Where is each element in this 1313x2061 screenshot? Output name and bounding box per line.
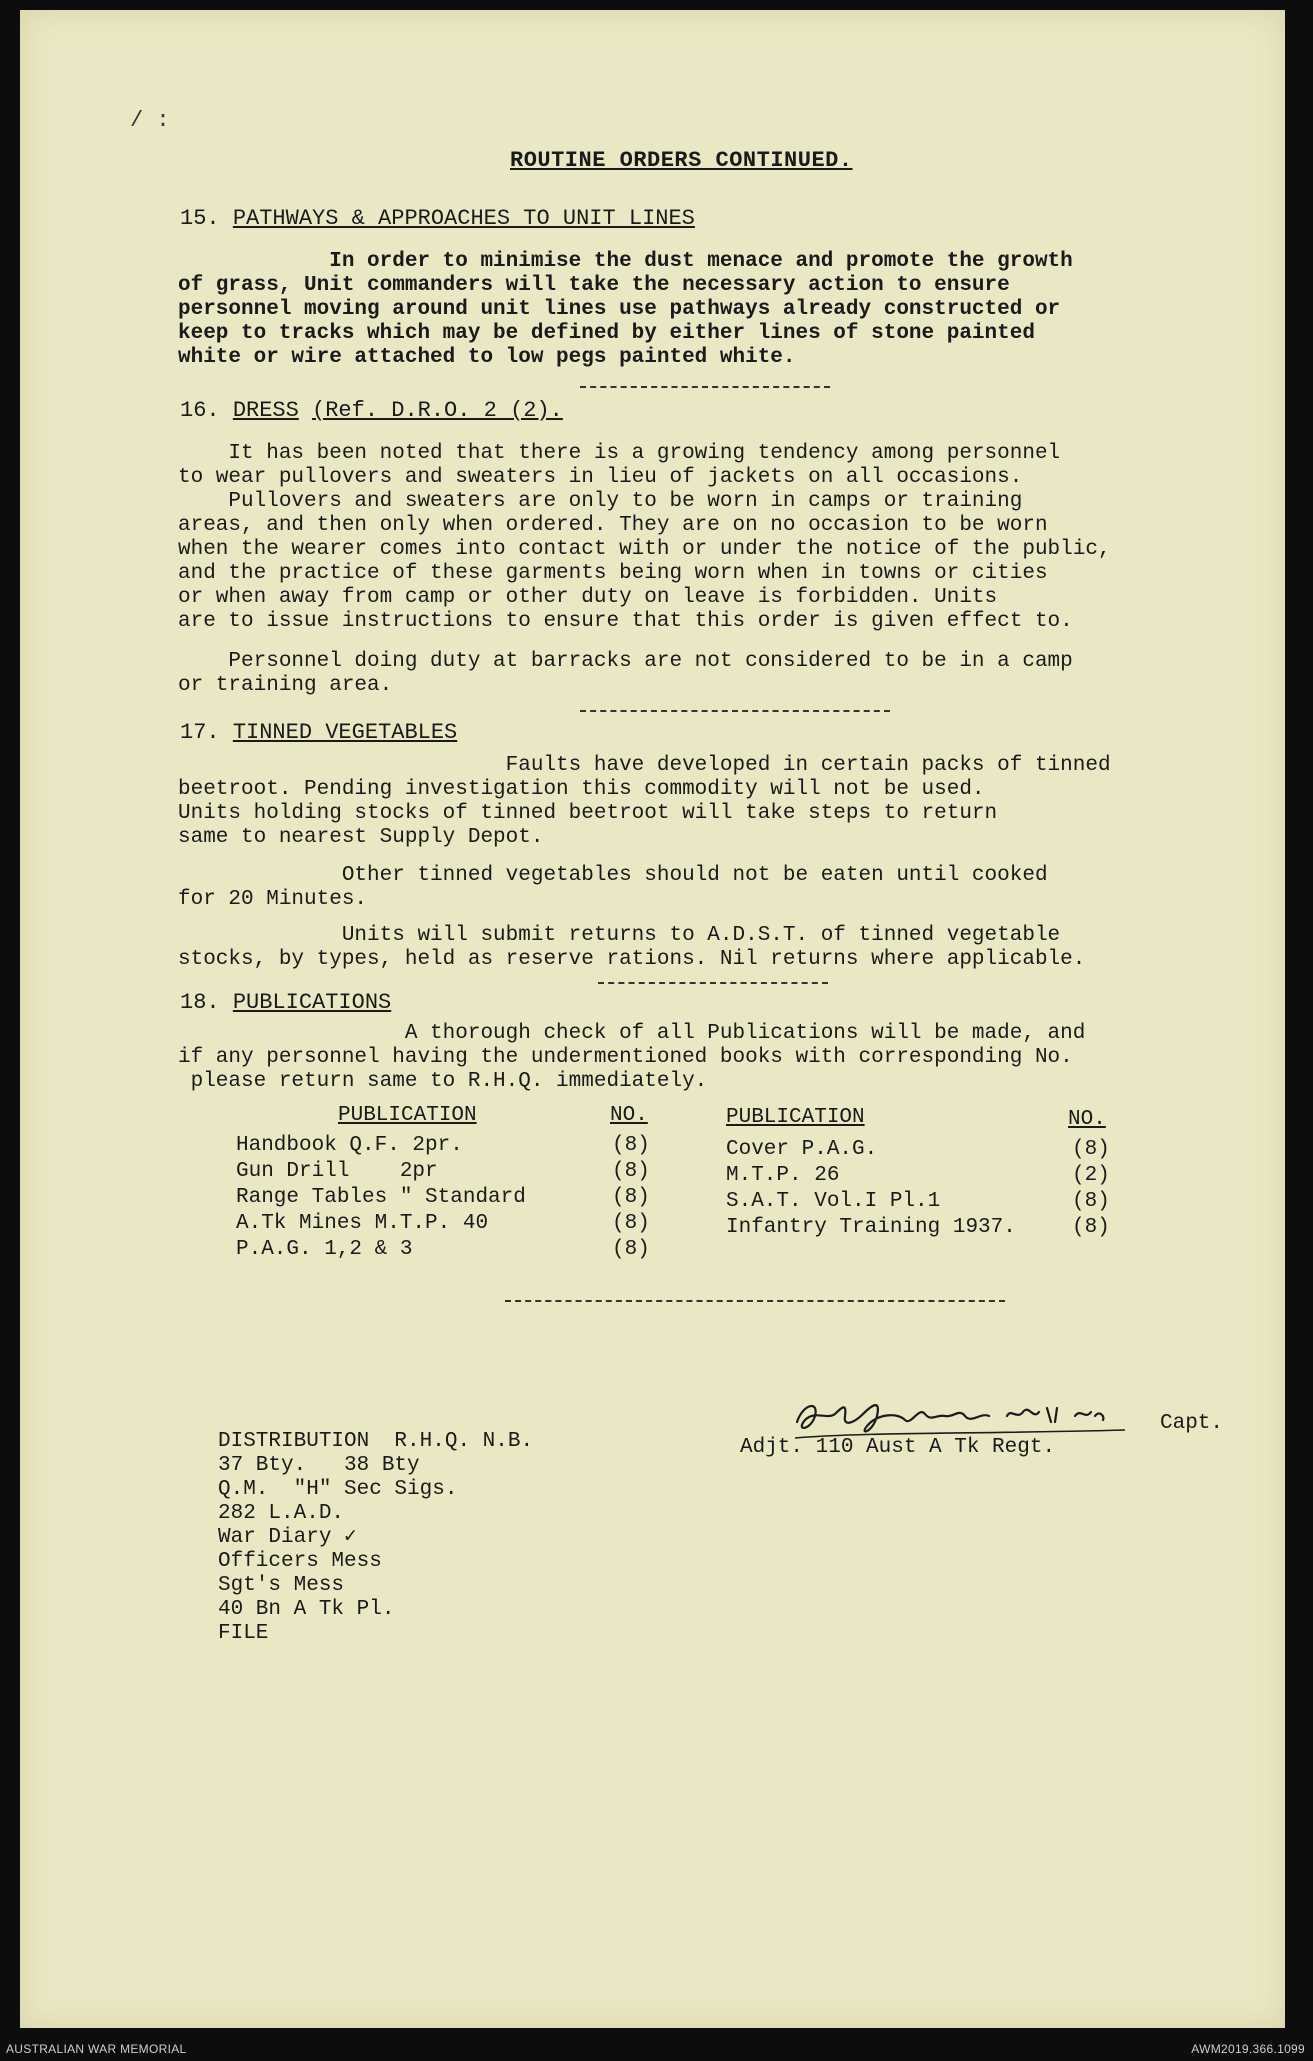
section-number: 17. bbox=[180, 720, 220, 745]
section-17-paragraph-1: Faults have developed in certain packs of tinned beetroot. Pending investigation this commodity will not be used. Units holding stocks of tinned beetroot will take steps to return same to nearest Supply Depot. bbox=[178, 754, 1111, 849]
table-row: P.A.G. 1,2 & 3 bbox=[236, 1238, 413, 1261]
section-number: 16. bbox=[180, 398, 220, 423]
section-title: PUBLICATIONS bbox=[232, 990, 392, 1015]
signature-rank: Capt. bbox=[1160, 1412, 1224, 1435]
section-18-paragraph-1: A thorough check of all Publications will be made, and if any personnel having the undermentioned books with corresponding No. please return same to R.H.Q. immediately. bbox=[178, 1022, 1086, 1093]
section-17-paragraph-2: Other tinned vegetables should not be eaten until cooked for 20 Minutes. bbox=[178, 864, 1048, 911]
table-cell-no: (8) bbox=[612, 1160, 650, 1183]
table-row: Cover P.A.G. bbox=[726, 1138, 878, 1161]
table-header-publication-left: PUBLICATION bbox=[338, 1104, 477, 1127]
table-cell-no: (8) bbox=[612, 1238, 650, 1261]
footer-archive-name: AUSTRALIAN WAR MEMORIAL bbox=[6, 2042, 187, 2056]
table-header-no-left: NO. bbox=[610, 1104, 648, 1127]
section-17-heading bbox=[180, 720, 457, 745]
document-title: ROUTINE ORDERS CONTINUED. bbox=[510, 148, 853, 173]
table-cell-no: (2) bbox=[1072, 1164, 1110, 1187]
section-divider bbox=[598, 982, 828, 984]
section-title: PATHWAYS & APPROACHES TO UNIT LINES bbox=[232, 206, 695, 231]
table-cell-no: (8) bbox=[612, 1186, 650, 1209]
table-cell-no: (8) bbox=[1072, 1138, 1110, 1161]
section-number: 18. bbox=[180, 990, 220, 1015]
table-row: Range Tables " Standard bbox=[236, 1186, 526, 1209]
stray-marks: / : bbox=[130, 108, 170, 133]
section-divider bbox=[580, 710, 890, 712]
section-number: 15. bbox=[180, 206, 220, 231]
table-row: A.Tk Mines M.T.P. 40 bbox=[236, 1212, 489, 1235]
table-cell-no: (8) bbox=[1072, 1190, 1110, 1213]
table-row: Handbook Q.F. 2pr. bbox=[236, 1134, 463, 1157]
table-cell-no: (8) bbox=[1072, 1216, 1110, 1239]
footer-accession-number: AWM2019.366.1099 bbox=[1191, 2042, 1305, 2056]
section-divider bbox=[580, 386, 830, 388]
section-15-heading bbox=[180, 206, 695, 231]
table-header-publication-right: PUBLICATION bbox=[726, 1106, 865, 1129]
section-18-heading bbox=[180, 990, 391, 1015]
section-16-paragraph-1: It has been noted that there is a growing tendency among personnel to wear pullovers and sweaters in lieu of jackets on all occasions. Pullovers and sweaters are only to be worn in camps or training areas, and then only when ordered. They are on no occasion to be worn when the wearer comes into contact with or under the notice of the public, and the practice of these garments being worn when in towns or cities or when away from camp or other duty on leave is forbidden. Units are to issue instructions to ensure that this order is given effect to. bbox=[178, 442, 1111, 633]
table-header-no-right: NO. bbox=[1068, 1108, 1106, 1131]
table-row: Infantry Training 1937. bbox=[726, 1216, 1016, 1239]
distribution-list: DISTRIBUTION R.H.Q. N.B. 37 Bty. 38 Bty Q.M. "H" Sec Sigs. 282 L.A.D. War Diary ✓ Officers Mess Sgt's Mess 40 Bn A Tk Pl. FILE bbox=[218, 1430, 534, 1645]
table-row: S.A.T. Vol.I Pl.1 bbox=[726, 1190, 941, 1213]
table-cell-no: (8) bbox=[612, 1134, 650, 1157]
section-ref: (Ref. D.R.O. 2 (2). bbox=[312, 398, 563, 423]
table-cell-no: (8) bbox=[612, 1212, 650, 1235]
section-16-paragraph-2: Personnel doing duty at barracks are not considered to be in a camp or training area. bbox=[178, 650, 1073, 697]
signature-appointment: Adjt. 110 Aust A Tk Regt. bbox=[740, 1436, 1056, 1459]
section-16-heading bbox=[180, 398, 563, 423]
section-title: DRESS bbox=[232, 398, 299, 423]
section-divider bbox=[505, 1300, 1005, 1302]
section-15-paragraph-1: In order to minimise the dust menace and promote the growth of grass, Unit commanders will take the necessary action to ensure personnel moving around unit lines use pathways already constructed or keep to tracks which may be defined by either lines of stone painted white or wire attached to low pegs painted white. bbox=[178, 250, 1073, 369]
section-17-paragraph-3: Units will submit returns to A.D.S.T. of tinned vegetable stocks, by types, held as reserve rations. Nil returns where applicable. bbox=[178, 924, 1086, 971]
table-row: M.T.P. 26 bbox=[726, 1164, 840, 1187]
section-title: TINNED VEGETABLES bbox=[232, 720, 458, 745]
table-row: Gun Drill 2pr bbox=[236, 1160, 438, 1183]
